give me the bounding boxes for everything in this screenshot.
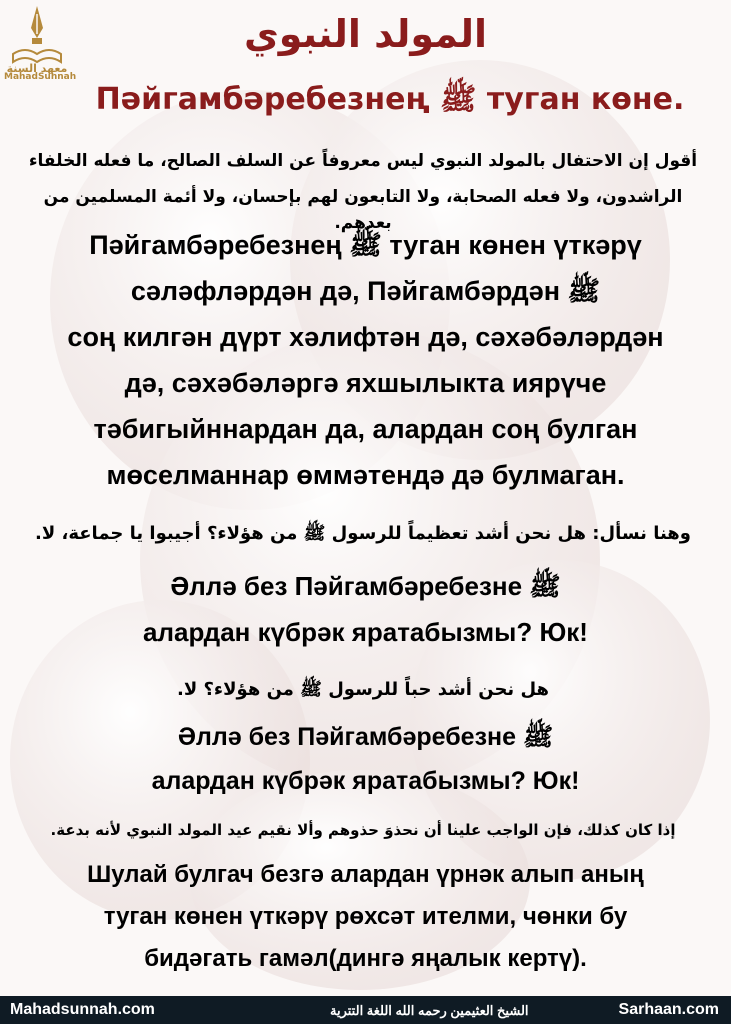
arabic-paragraph-1-line-2: الراشدون، ولا فعله الصحابة، ولا التابعون لهم بإحسان، ولا أئمة المسلمين من بعدهم. xyxy=(43,187,683,233)
tatar-question-2-line-1: Әллә без Пәйгамбәребезне ﷺ xyxy=(177,723,554,751)
logo-arabic-text: معهد السنة xyxy=(7,62,67,74)
tatar-question-1-line-1: Әллә без Пәйгамбәребезне ﷺ xyxy=(170,571,561,601)
page-title-tatar: Пәйгамбәребезнең ﷺ туган көне. xyxy=(95,82,685,117)
arabic-question-2: هل نحن أشد حباً للرسول ﷺ من هؤلاء؟ لا. xyxy=(176,679,549,700)
tatar-question-1-line-2: алардан күбрәк яратабызмы? Юк! xyxy=(143,617,588,647)
arabic-question-1: وهنا نسأل: هل نحن أشد تعظيماً للرسول ﷺ من هؤلاء؟ أجيبوا يا جماعة، لا. xyxy=(35,523,691,544)
tatar-paragraph-1-line-1: Пәйгамбәребезнең ﷺ туган көнен үткәрү xyxy=(89,230,642,260)
tatar-paragraph-1-line-2: сәләфләрдән дә, Пәйгамбәрдән ﷺ xyxy=(130,276,601,306)
arabic-paragraph-1-line-1: أقول إن الاحتفال بالمولد النبوي ليس معروفاً عن السلف الصالح، ما فعله الخلفاء xyxy=(28,151,698,171)
tatar-conclusion-line-2: туган көнен үткәрү рөхсәт ителми, чөнки бу xyxy=(103,903,628,930)
footer-credit: الشيخ العثيمين رحمه الله اللغة التترية xyxy=(330,1003,529,1018)
tatar-paragraph-1-line-6: мөселманнар өммәтендә дә булмаган. xyxy=(106,460,625,490)
page-title-arabic: المولد النبوي xyxy=(243,12,487,56)
footer-link-sarhaan[interactable]: Sarhaan.com xyxy=(618,1001,719,1018)
footer-bar xyxy=(0,996,731,1024)
tatar-paragraph-1-line-3: соң килгән дүрт хәлифтән дә, сәхәбәләрдән xyxy=(67,322,664,352)
tatar-conclusion-line-1: Шулай булгач безгә алардан үрнәк алып аның xyxy=(87,861,644,888)
tatar-conclusion-line-3: бидәгать гамәл(дингә яңалык кертү). xyxy=(144,945,587,972)
arabic-conclusion: إذا كان كذلك، فإن الواجب علينا أن نحذوَ حذوهم وألا نقيم عيد المولد النبوي لأنه بدعة. xyxy=(50,821,676,839)
tatar-question-2-line-2: алардан күбрәк яратабызмы? Юк! xyxy=(151,767,580,795)
tatar-paragraph-1-line-5: тәбигыйннардан да, алардан соң булган xyxy=(93,414,638,444)
tatar-paragraph-1-line-4: дә, сәхәбәләргә яхшылыкта иярүче xyxy=(124,368,607,398)
logo-text: MahadSunnah xyxy=(4,72,77,82)
footer-link-mahadsunnah[interactable]: Mahadsunnah.com xyxy=(10,1001,155,1018)
